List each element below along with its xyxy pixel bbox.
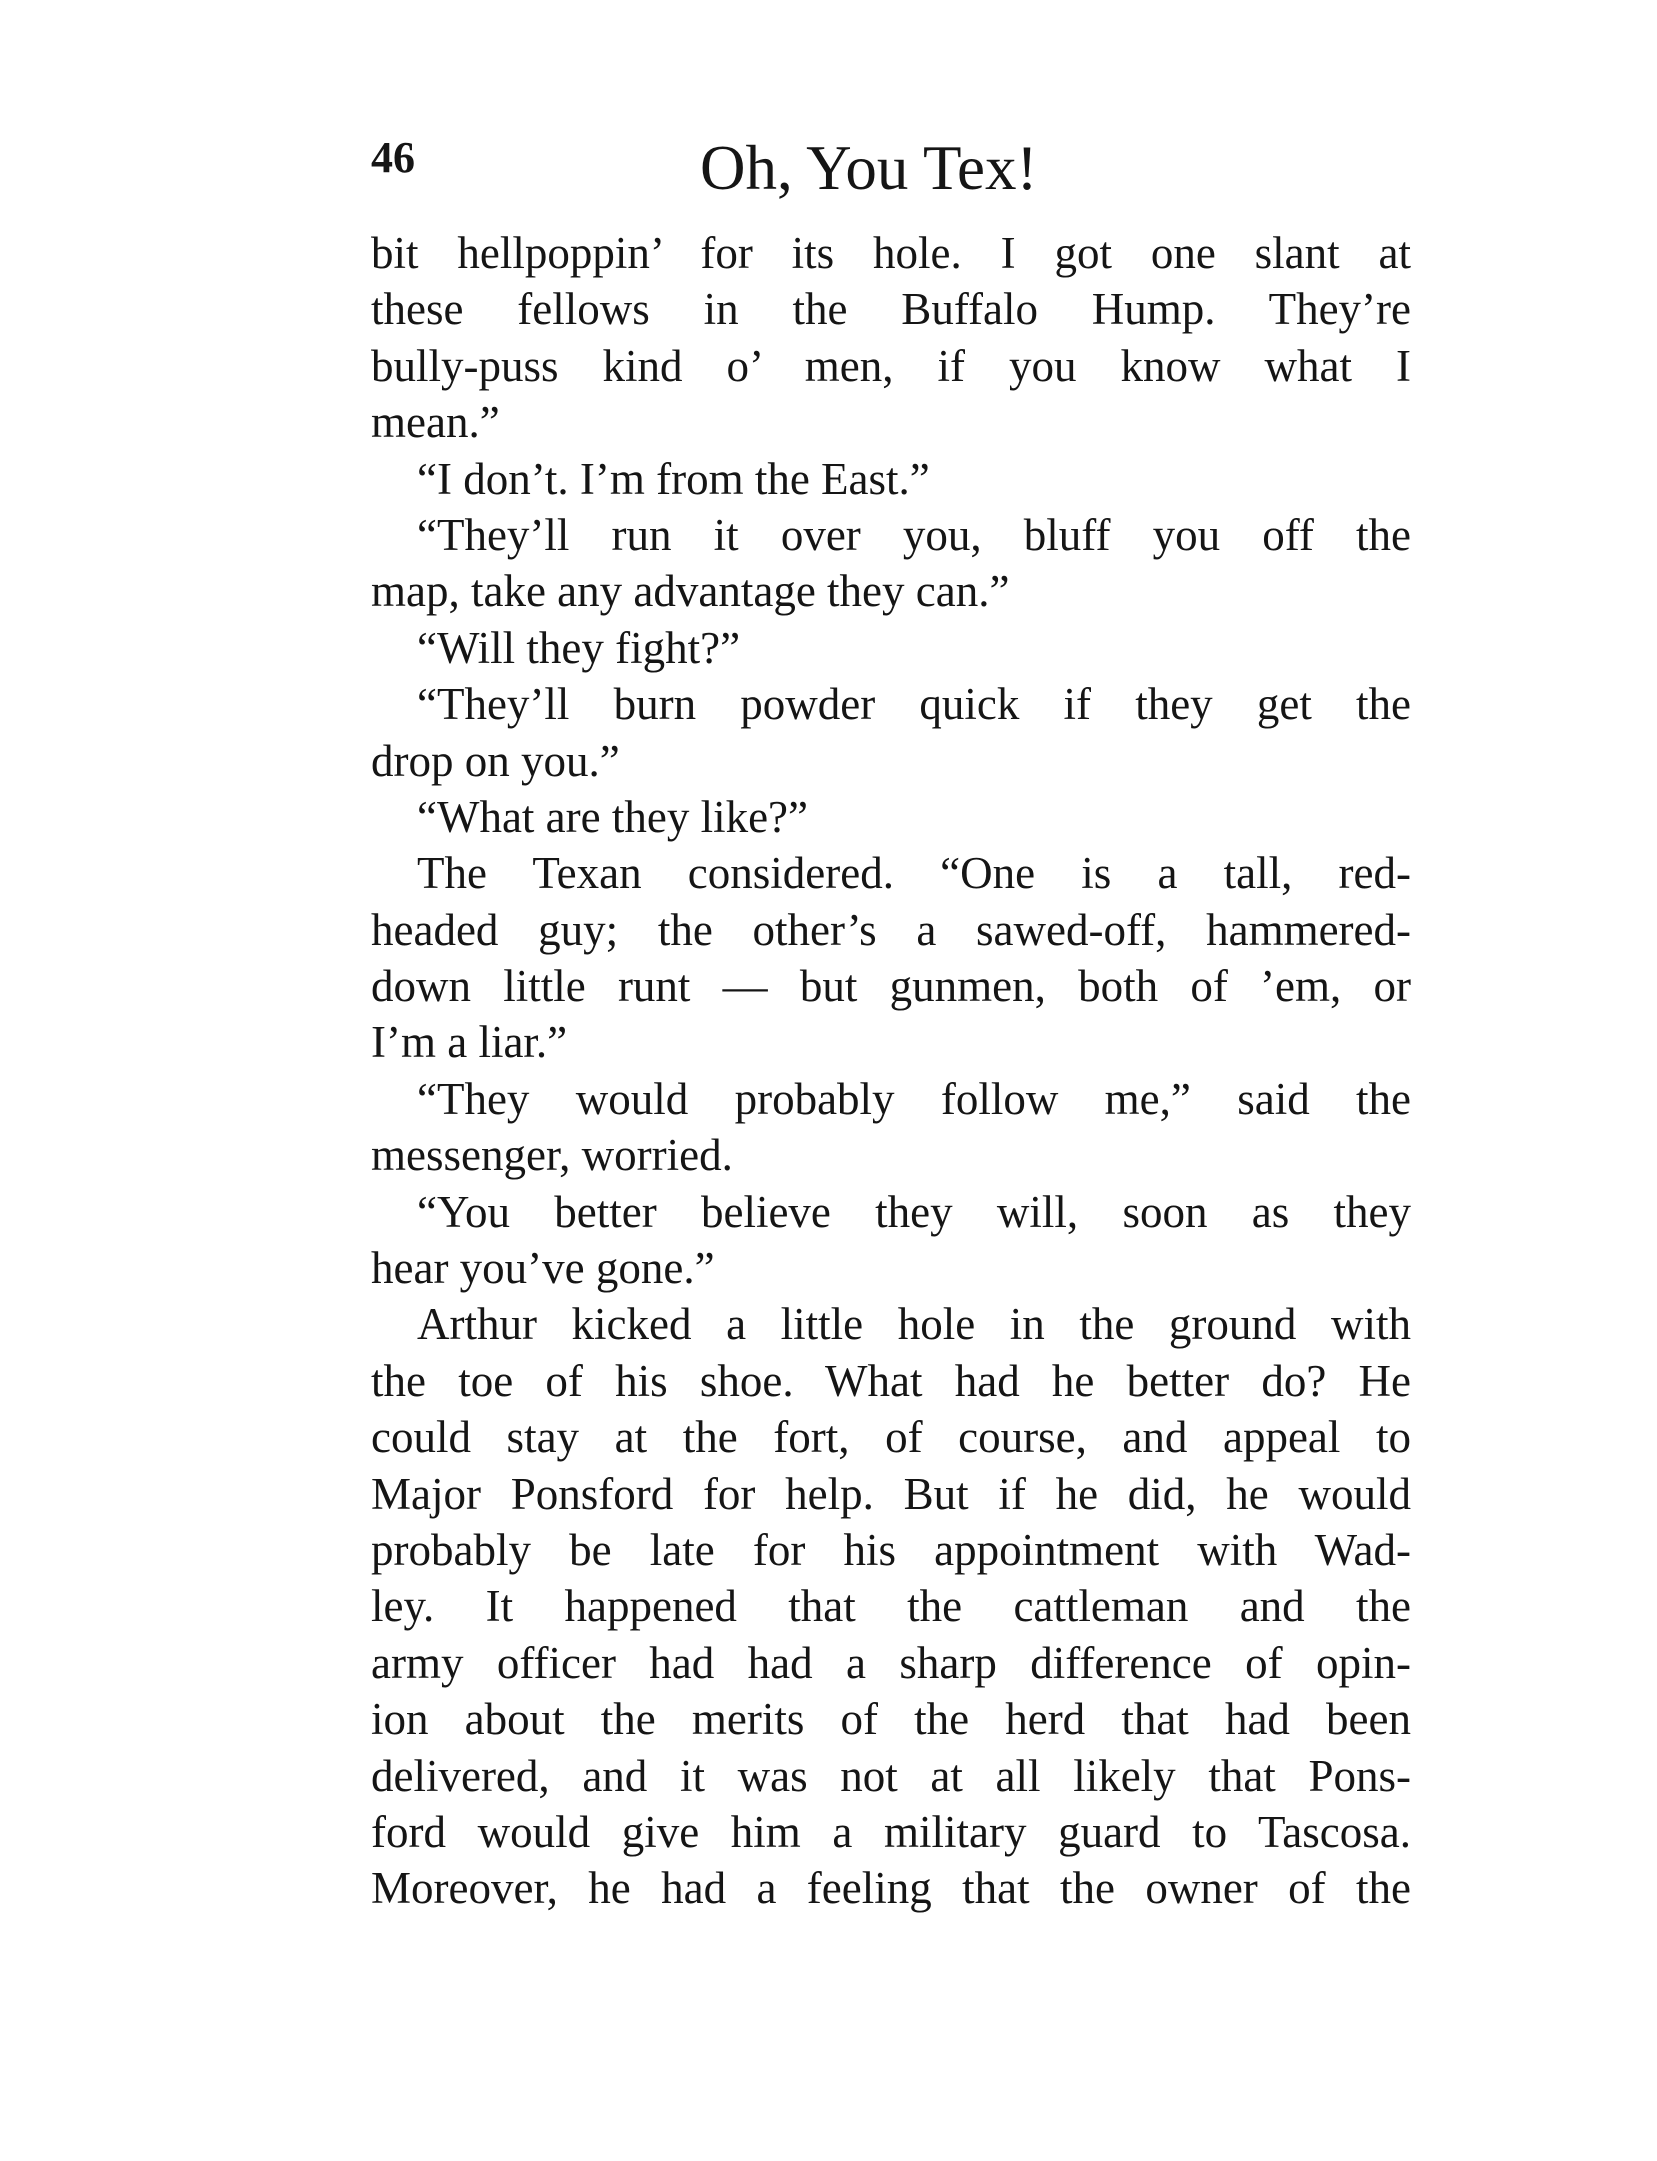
running-title: Oh, You Tex! (700, 133, 1038, 203)
text-line: I’m a liar.” (371, 1017, 568, 1068)
text-line: the toe of his shoe. What had he better do? He (371, 1355, 1411, 1406)
text-line: bully-puss kind o’ men, if you know what I (371, 340, 1411, 391)
text-line: hear you’ve gone.” (371, 1243, 715, 1294)
text-line: Arthur kicked a little hole in the ground with (417, 1299, 1411, 1350)
text-line: Major Ponsford for help. But if he did, he would (371, 1468, 1411, 1519)
text-line: “You better believe they will, soon as they (417, 1186, 1411, 1237)
text-line: delivered, and it was not at all likely that Pons- (371, 1750, 1411, 1801)
text-line: mean.” (371, 397, 500, 448)
text-line: map, take any advantage they can.” (371, 566, 1010, 617)
text-line: ion about the merits of the herd that had been (371, 1694, 1411, 1745)
text-line: ford would give him a military guard to Tascosa. (371, 1806, 1411, 1857)
text-line: Moreover, he had a feeling that the owner of the (371, 1863, 1411, 1914)
text-line: bit hellpoppin’ for its hole. I got one slant at (371, 228, 1411, 278)
text-line: down little runt — but gunmen, both of ’em, or (371, 961, 1411, 1012)
text-line: “Will they fight?” (417, 622, 741, 673)
text-line: probably be late for his appointment with Wad- (371, 1524, 1411, 1575)
text-line: The Texan considered. “One is a tall, red- (417, 848, 1411, 899)
text-line: “They would probably follow me,” said the (417, 1073, 1411, 1124)
text-line: “They’ll burn powder quick if they get the (417, 679, 1411, 730)
text-line: these fellows in the Buffalo Hump. They’re (371, 284, 1411, 335)
body-text (371, 225, 1411, 1917)
page-number: 46 (371, 133, 415, 182)
text-line: army officer had had a sharp difference of opin- (371, 1637, 1411, 1688)
text-line: “I don’t. I’m from the East.” (417, 453, 930, 504)
text-line: ley. It happened that the cattleman and the (371, 1581, 1411, 1632)
text-line: headed guy; the other’s a sawed-off, hammered- (371, 904, 1411, 955)
text-line: drop on you.” (371, 735, 620, 786)
text-line: “They’ll run it over you, bluff you off the (417, 509, 1411, 560)
text-line: messenger, worried. (371, 1130, 733, 1181)
text-line: could stay at the fort, of course, and appeal to (371, 1412, 1411, 1463)
text-line: “What are they like?” (417, 791, 809, 842)
